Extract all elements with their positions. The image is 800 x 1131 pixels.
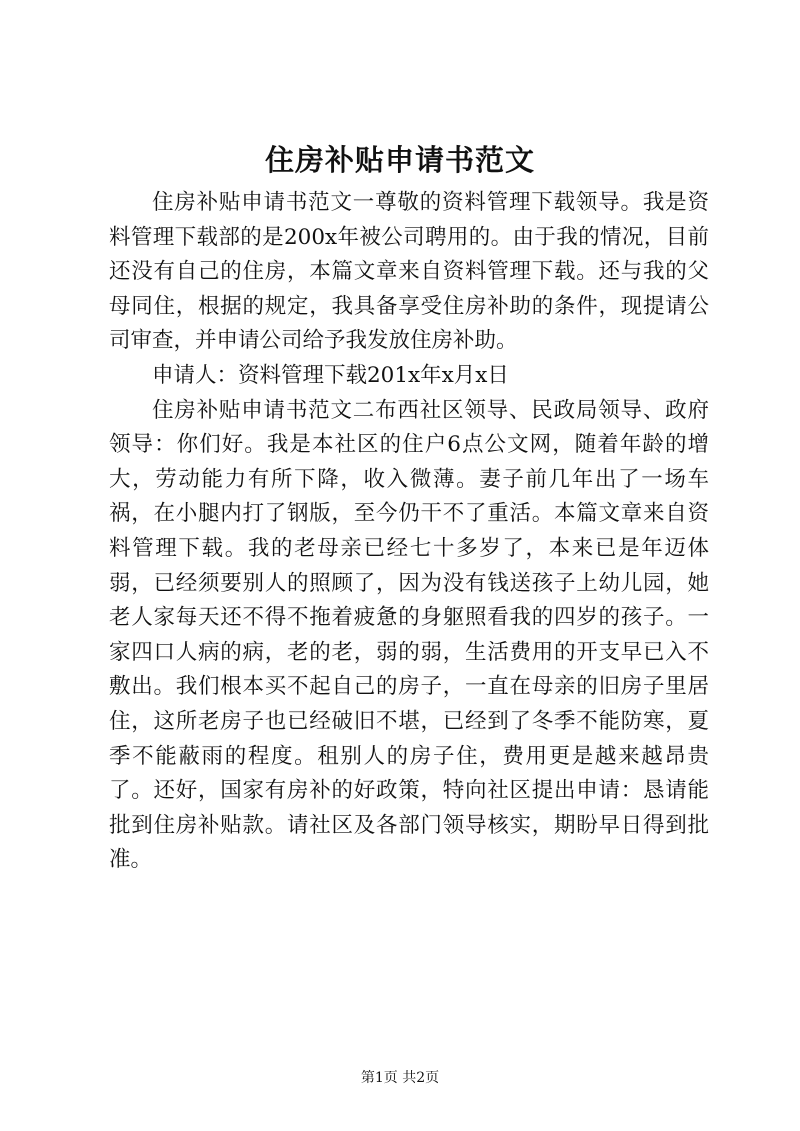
applicant-signature-line: 申请人：资料管理下载201x年x月x日 bbox=[152, 362, 509, 388]
document-body bbox=[109, 186, 709, 878]
paragraph-sample-two: 住房补贴申请书范文二布西社区领导、民政局领导、政府领导：你们好。我是本社区的住户6点公文网，随着年龄的增大，劳动能力有所下降，收入微薄。妻子前几年出了一场车祸，在小腿内打了钢版，至今仍干不了重活。本篇文章来自资料管理下载。我的老母亲已经七十多岁了，本来已是年迈体弱，已经须要别人的照顾了，因为没有钱送孩子上幼儿园，她老人家每天还不得不拖着疲惫的身躯照看我的四岁的孩子。一家四口人病的病，老的老，弱的弱，生活费用的开支早已入不敷出。我们根本买不起自己的房子，一直在母亲的旧房子里居住，这所老房子也已经破旧不堪，已经到了冬季不能防寒，夏季不能蔽雨的程度。租别人的房子住，费用更是越来越昂贵了。还好，国家有房补的好政策，特向社区提出申请：恳请能批到住房补贴款。请社区及各部门领导核实，期盼早日得到批准。 bbox=[109, 397, 709, 873]
page-footer: 第1页 共2页 bbox=[360, 1070, 440, 1086]
paragraph-sample-one: 住房补贴申请书范文一尊敬的资料管理下载领导。我是资料管理下载部的是200x年被公司聘用的。由于我的情况，目前还没有自己的住房，本篇文章来自资料管理下载。还与我的父母同住，根据的规定，我具备享受住房补助的条件，现提请公司审查，并申请公司给予我发放住房补助。 bbox=[109, 190, 709, 354]
document-title: 住房补贴申请书范文 bbox=[264, 143, 535, 177]
